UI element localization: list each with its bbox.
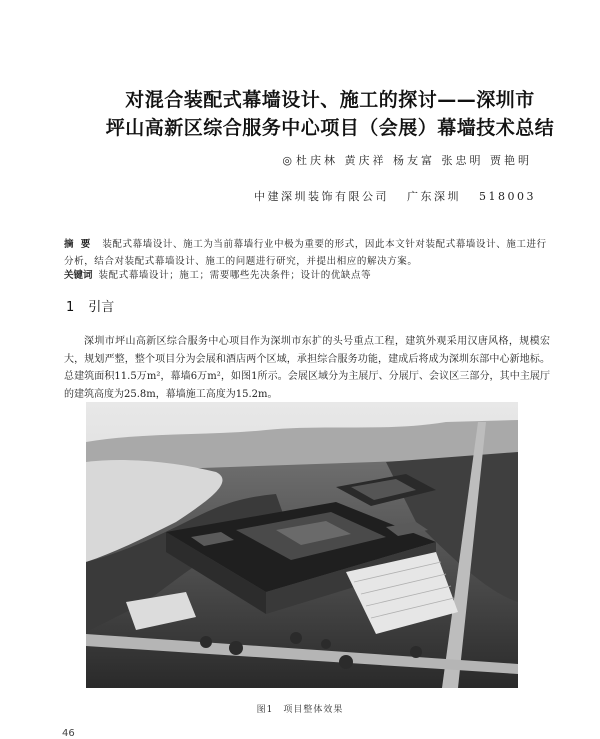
title-line-2: 坪山高新区综合服务中心项目（会展）幕墙技术总结	[105, 117, 555, 139]
abstract-label: 摘 要	[64, 239, 93, 250]
figure-number: 图1	[256, 705, 274, 715]
author-mark: ◎	[282, 154, 292, 167]
section-heading	[66, 296, 114, 315]
body-paragraph: 深圳市坪山高新区综合服务中心项目作为深圳市东扩的头号重点工程，建筑外观采用汉唐风格，规模宏大，规划严整，整个项目分为会展和酒店两个区域，承担综合服务功能，建成后将成为深圳东部中心新地标。总建筑面积11.5万m²，幕墙6万m²，如图1所示。会展区域分为主展厅、分展厅、会议区三部分，其中主展厅的建筑高度为25.8m，幕墙施工高度为15.2m。	[64, 336, 550, 400]
abstract-text: 装配式幕墙设计、施工为当前幕墙行业中极为重要的形式，因此本文针对装配式幕墙设计、施工进行分析，结合对装配式幕墙设计、施工的问题进行研究，并提出相应的解决方案。	[64, 239, 547, 267]
figure-caption	[0, 702, 600, 715]
keywords	[64, 268, 552, 284]
affiliation-postcode: 518003	[479, 190, 536, 203]
affiliation	[254, 188, 536, 204]
affiliation-city: 广东深圳	[407, 190, 461, 203]
keywords-text: 装配式幕墙设计；施工；需要哪些先决条件；设计的优缺点等	[98, 270, 372, 281]
section-title: 引言	[88, 300, 115, 315]
section-number: 1	[66, 300, 75, 315]
affiliation-org: 中建深圳装饰有限公司	[254, 190, 389, 203]
figure-caption-text: 项目整体效果	[283, 705, 344, 715]
keywords-label: 关键词	[64, 270, 93, 281]
project-aerial-rendering	[86, 402, 518, 688]
page-number: 46	[62, 728, 75, 739]
authors	[282, 152, 532, 168]
abstract	[64, 236, 552, 270]
paper-title	[60, 86, 600, 142]
author-names: 杜庆林 黄庆祥 杨友富 张忠明 贾艳明	[296, 154, 532, 167]
title-line-1: 对混合装配式幕墙设计、施工的探讨——深圳市	[125, 89, 535, 111]
